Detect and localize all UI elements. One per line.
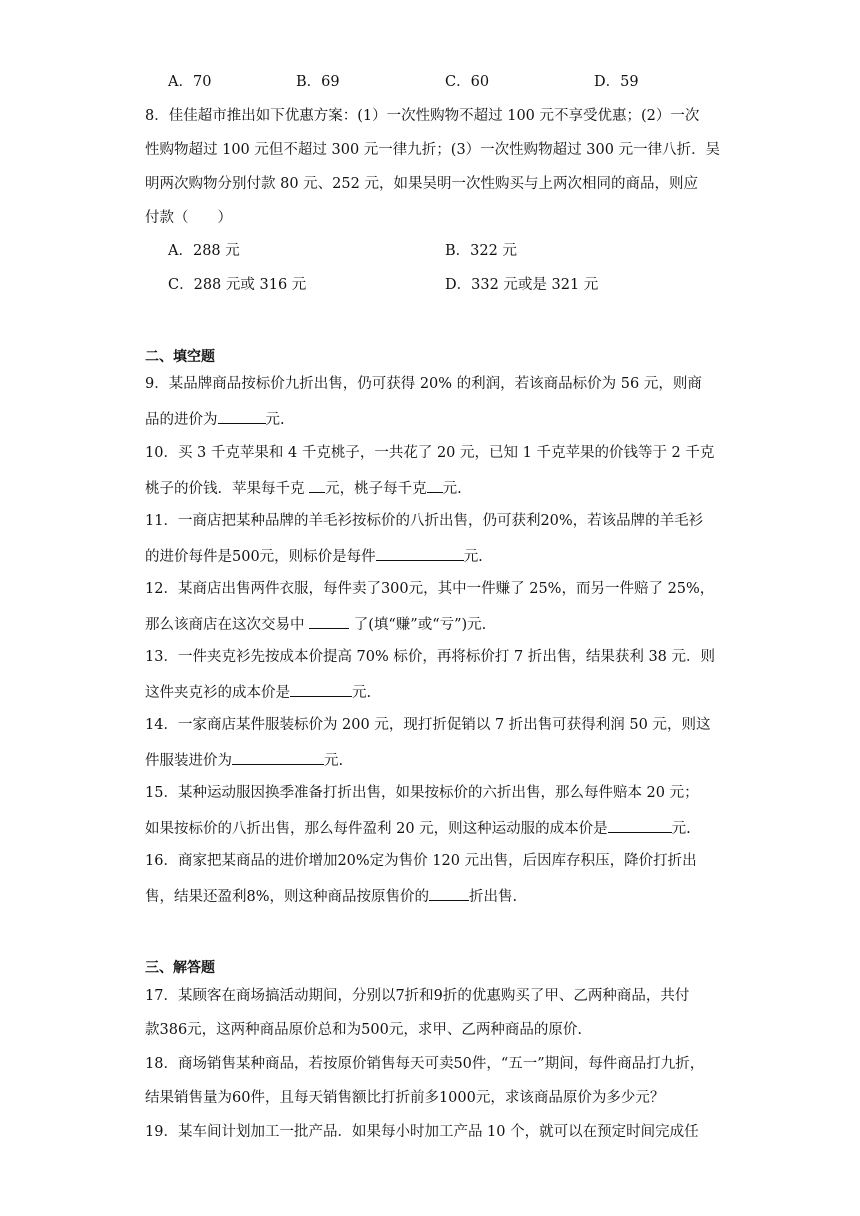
q16-line-2: 售，结果还盈利8%，则这种商品按原售价的 折出售. [145, 885, 517, 907]
q8-option-d: D．332 元或是 321 元 [445, 277, 599, 293]
q17-line-2: 款386元，这两种商品原价总和为500元，求甲、乙两种商品的原价. [145, 1022, 582, 1038]
q12-line-1: 12．某商店出售两件衣服，每件卖了300元，其中一件赚了 25%，而另一件赔了 25%， [145, 581, 715, 597]
q18-line-1: 18．商场销售某种商品，若按原价销售每天可卖50件，“五一”期间，每件商品打九折， [145, 1056, 705, 1072]
q14-line-2: 件服装进价为 元. [145, 749, 343, 771]
section-title-solve: 三、解答题 [145, 960, 215, 976]
answer-blank[interactable] [218, 408, 266, 424]
q8-line-1: 8．佳佳超市推出如下优惠方案：(1）一次性购物不超过 100 元不享受优惠；(2）一次 [145, 108, 700, 124]
q7-option-c: C．60 [445, 74, 490, 90]
answer-blank[interactable] [608, 817, 672, 833]
q15-line-1: 15．某种运动服因换季准备打折出售，如果按标价的六折出售，那么每件赔本 20 元； [145, 785, 699, 801]
answer-blank[interactable] [232, 749, 324, 765]
answer-blank[interactable] [309, 477, 325, 493]
answer-blank[interactable] [429, 885, 469, 901]
q7-option-a: A．70 [168, 74, 212, 90]
q11-line-2: 的进价每件是500元，则标价是每件 元. [145, 545, 483, 567]
q8-option-c: C．288 元或 316 元 [168, 277, 307, 293]
q8-option-a: A．288 元 [168, 243, 240, 259]
q8-line-2: 性购物超过 100 元但不超过 300 元一律九折；(3）一次性购物超过 300 元一律八折．吴 [145, 142, 721, 158]
answer-blank[interactable] [376, 545, 464, 561]
q13-line-1: 13．一件夹克衫先按成本价提高 70% 标价，再将标价打 7 折出售，结果获利 38 元．则 [145, 649, 716, 665]
q15-line-2: 如果按标价的八折出售，那么每件盈利 20 元，则这种运动服的成本价是 元. [145, 817, 691, 839]
answer-blank[interactable] [427, 477, 443, 493]
answer-blank[interactable] [290, 681, 352, 697]
q8-line-4: 付款（ ） [145, 210, 232, 226]
answer-blank[interactable] [309, 613, 349, 629]
q18-line-2: 结果销售量为60件，且每天销售额比打折前多1000元，求该商品原价为多少元？ [145, 1090, 665, 1106]
q11-line-1: 11．一商店把某种品牌的羊毛衫按标价的八折出售，仍可获利20%，若该品牌的羊毛衫 [145, 513, 704, 529]
q17-line-1: 17．某顾客在商场搞活动期间，分别以7折和9折的优惠购买了甲、乙两种商品，共付 [145, 988, 690, 1004]
q12-line-2: 那么该商店在这次交易中 了(填“赚”或“亏”)元. [145, 613, 486, 635]
q8-option-b: B．322 元 [445, 243, 517, 259]
q19-line-1: 19．某车间计划加工一批产品．如果每小时加工产品 10 个，就可以在预定时间完成任 [145, 1124, 699, 1140]
q14-line-1: 14．一家商店某件服装标价为 200 元，现打折促销以 7 折出售可获得利润 50 元，则这 [145, 717, 711, 733]
q8-line-3: 明两次购物分别付款 80 元、252 元，如果吴明一次性购买与上两次相同的商品，则应 [145, 176, 698, 192]
q10-line-1: 10．买 3 千克苹果和 4 千克桃子，一共花了 20 元，已知 1 千克苹果的价钱等于 2 千克 [145, 445, 715, 461]
q13-line-2: 这件夹克衫的成本价是 元. [145, 681, 371, 703]
q10-line-2: 桃子的价钱．苹果每千克 元，桃子每千克 元. [145, 477, 462, 499]
section-title-fill-in: 二、填空题 [145, 349, 215, 365]
q7-option-b: B．69 [296, 74, 340, 90]
q9-line-2: 品的进价为 元. [145, 408, 285, 430]
q9-line-1: 9．某品牌商品按标价九折出售，仍可获得 20% 的利润，若该商品标价为 56 元，则商 [145, 376, 702, 392]
q16-line-1: 16．商家把某商品的进价增加20%定为售价 120 元出售，后因库存积压，降价打折出 [145, 853, 697, 869]
q7-option-d: D．59 [594, 74, 639, 90]
